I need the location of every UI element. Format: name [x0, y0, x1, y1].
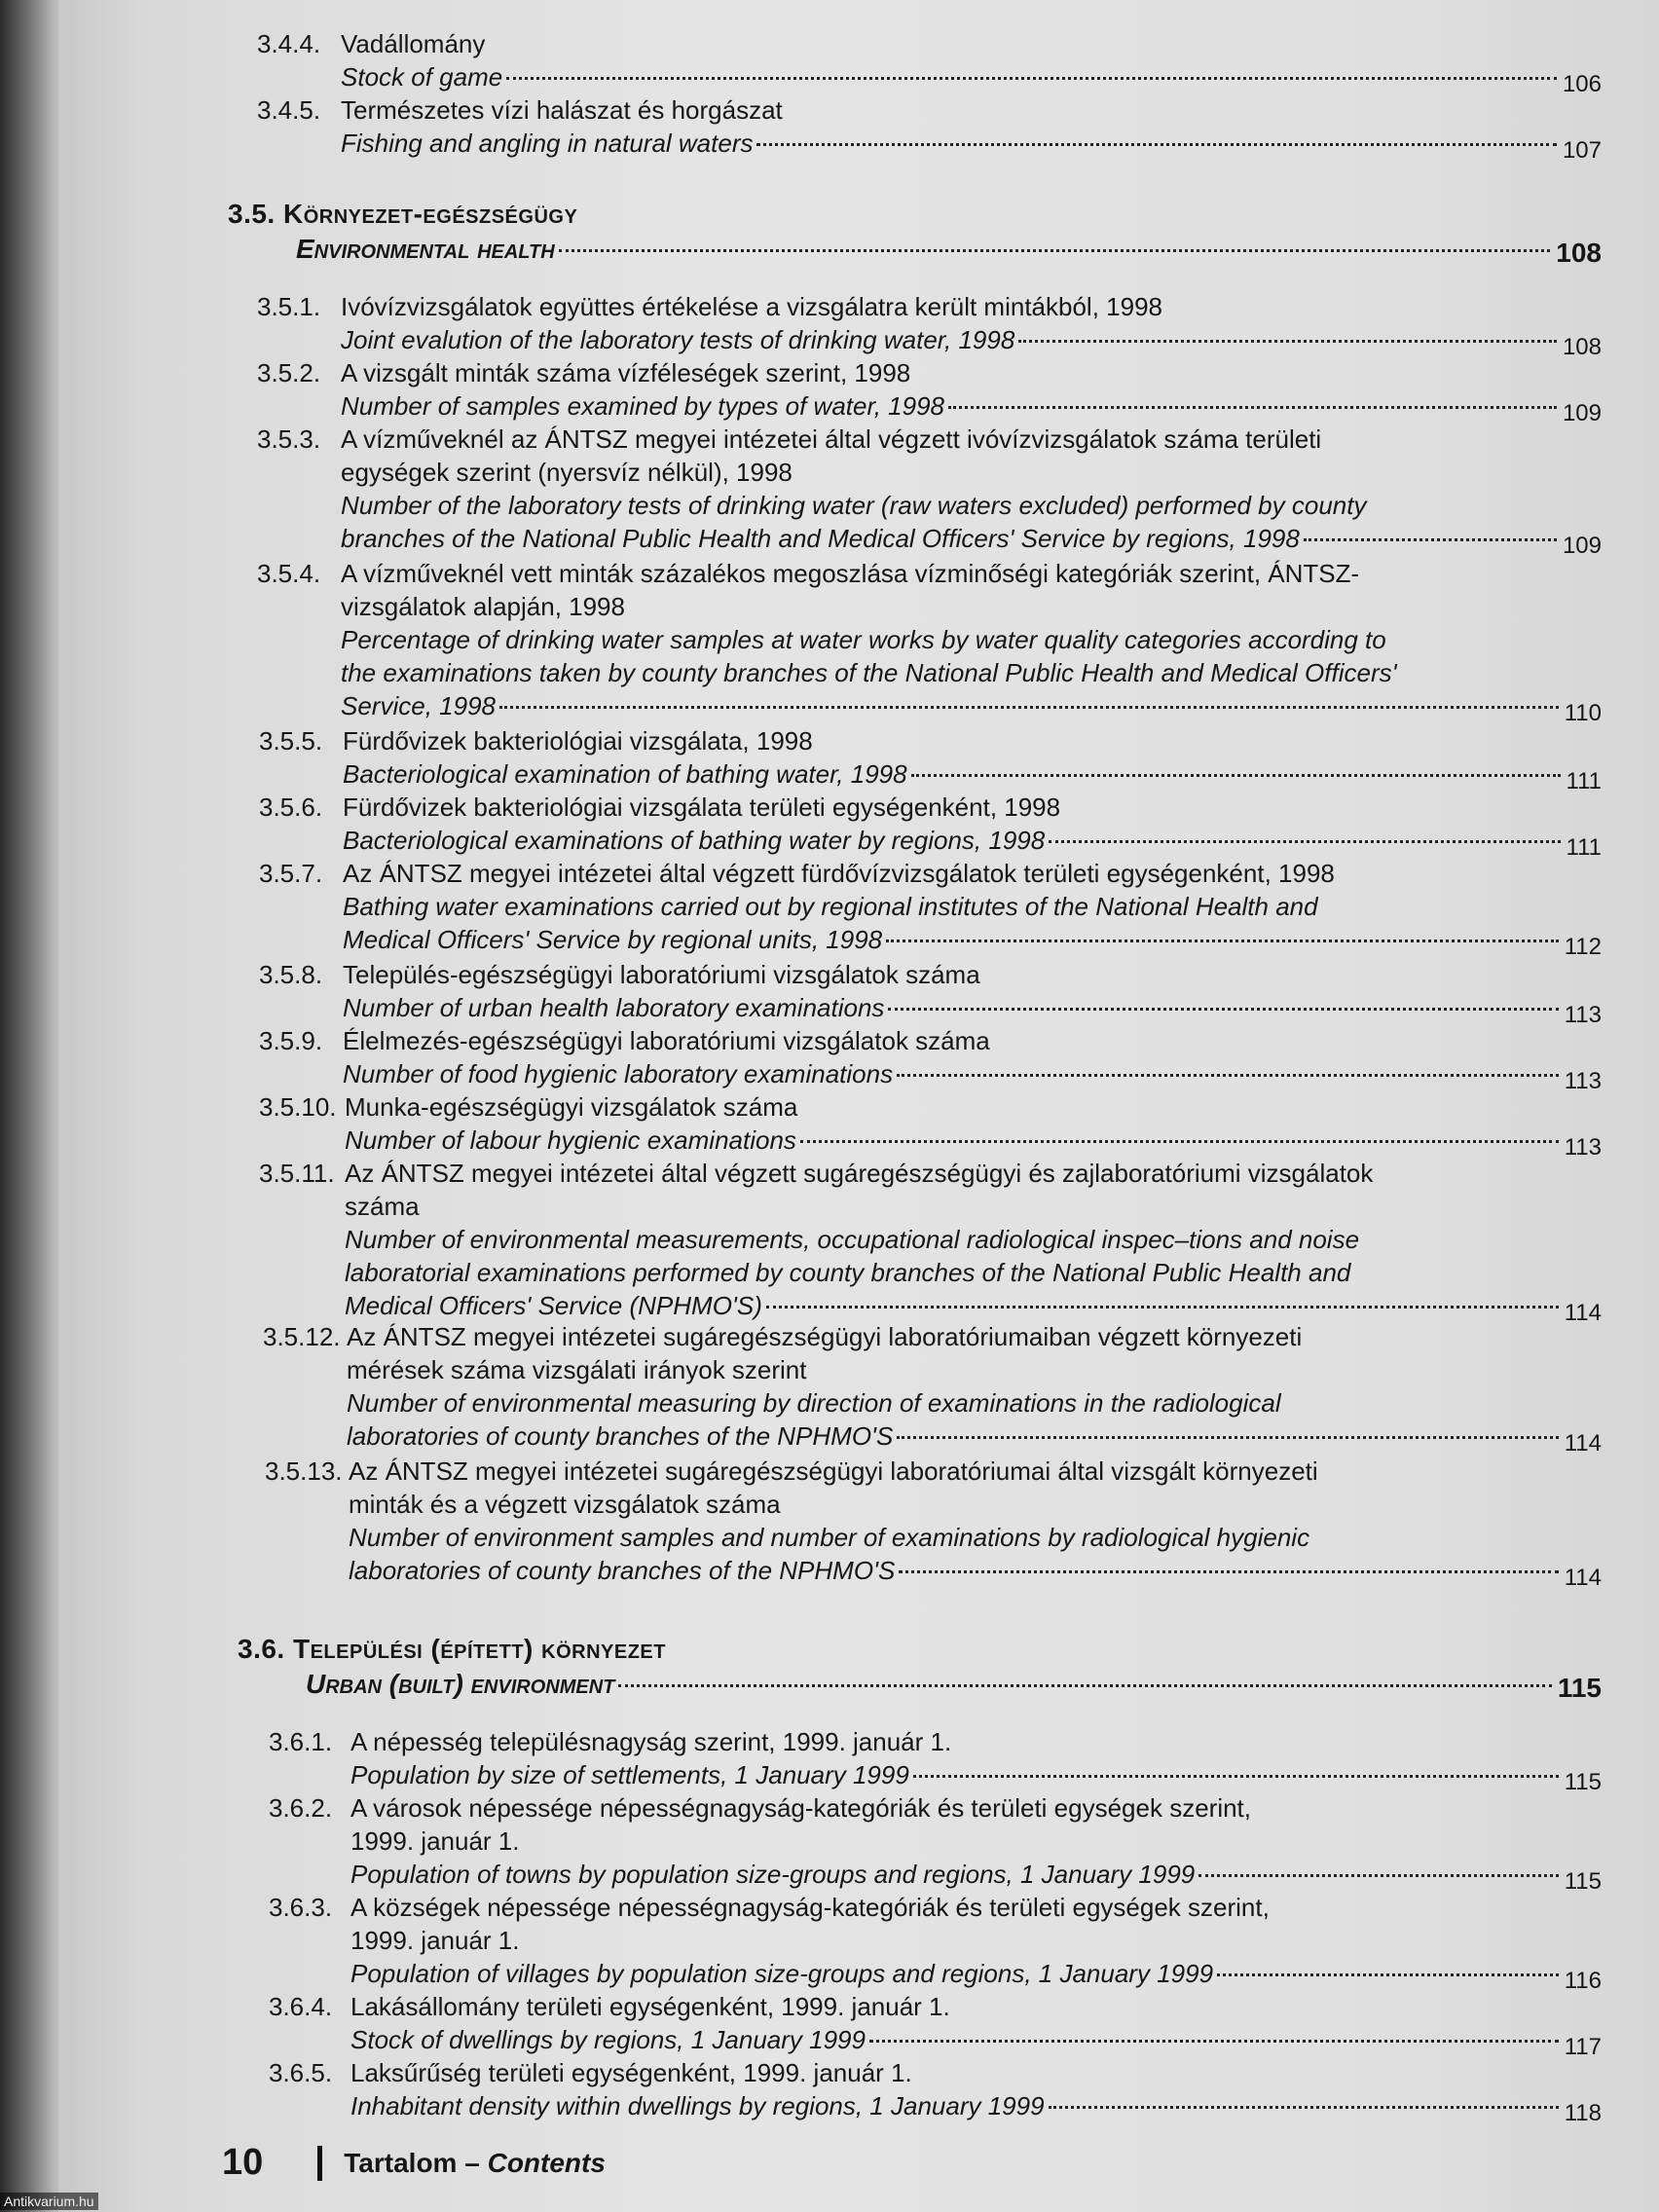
dot-leader: [911, 774, 1561, 777]
entry-title-hu: Az ÁNTSZ megyei intézetei által végzett fürdővízvizsgálatok területi egységenként, 1998: [343, 859, 1335, 888]
toc-entry: [259, 958, 1602, 1026]
entry-page-number: 114: [1564, 1430, 1602, 1456]
entry-leader-line: [350, 2089, 1602, 2124]
entry-title-en: Medical Officers' Service by regional units, 1998: [343, 925, 883, 954]
dot-leader: [506, 77, 1557, 80]
entry-page-number: 116: [1564, 1968, 1602, 1994]
toc-entry: [257, 356, 1602, 424]
entry-leader-line: [343, 923, 1602, 958]
toc-entry: [257, 27, 1602, 95]
entry-title-hu: A népesség településnagyság szerint, 1999. január 1.: [350, 1727, 952, 1756]
entry-body: [341, 557, 1602, 724]
entry-title-en: Medical Officers' Service (NPHMO'S): [345, 1291, 762, 1320]
entry-number: 3.6.1.: [269, 1727, 333, 1756]
dot-leader: [1018, 340, 1557, 343]
entry-number: 3.6.5.: [269, 2058, 333, 2087]
entry-body: [345, 1157, 1602, 1324]
footer-label: [344, 2148, 606, 2179]
dot-leader: [756, 143, 1556, 146]
entry-number: 3.5.4.: [257, 559, 321, 588]
watermark: Antikvarium.hu: [0, 2193, 98, 2210]
footer-divider: [317, 2146, 322, 2181]
toc-entry: [259, 1157, 1602, 1324]
entry-number: 3.5.2.: [257, 358, 321, 387]
dot-leader: [766, 1306, 1559, 1309]
entry-title-hu: Laksűrűség területi egységenként, 1999. január 1.: [350, 2058, 912, 2087]
toc-entry: [259, 1024, 1602, 1092]
section-heading-en: Urban (built) environment: [306, 1669, 615, 1699]
entry-body: [341, 423, 1602, 557]
toc-entry: [257, 557, 1602, 724]
page-number: 10: [222, 2142, 264, 2183]
toc-entry: [257, 93, 1602, 162]
document-page: [58, 0, 1659, 2212]
toc-entry: [263, 1320, 1602, 1455]
section-page-number: 115: [1557, 1673, 1602, 1703]
entry-number: 3.5.10.: [259, 1092, 337, 1122]
entry-body: [350, 1725, 1602, 1793]
entry-page-number: 118: [1564, 2100, 1602, 2126]
section-3-6: [238, 1632, 1602, 1702]
entry-title-hu: Település-egészségügyi laboratóriumi vizsgálatok száma: [343, 960, 980, 989]
entry-leader-line: [350, 1858, 1602, 1893]
entry-leader-line: [350, 2023, 1602, 2058]
entry-title-hu: Az ÁNTSZ megyei intézetei sugáregészségügyi laboratóriumaiban végzett környezeti: [347, 1322, 1303, 1351]
entry-leader-line: [343, 757, 1602, 793]
entry-title-en: Fishing and angling in natural waters: [341, 129, 754, 158]
entry-body: [341, 93, 1602, 162]
entry-title-hu: Ivóvízvizsgálatok együttes értékelése a vizsgálatra került mintákból, 1998: [341, 292, 1162, 321]
toc-entry: [269, 2056, 1602, 2124]
entry-body: [341, 290, 1602, 358]
section-leader-line: [306, 1667, 1602, 1702]
toc-entry: [265, 1455, 1602, 1589]
entry-title-en: Stock of game: [341, 62, 503, 92]
entry-title-en: Joint evalution of the laboratory tests of drinking water, 1998: [341, 325, 1015, 354]
entry-title-hu: A városok népessége népességnagyság-kategóriák és területi egységek szerint,: [350, 1793, 1252, 1823]
dot-leader: [559, 249, 1551, 252]
dot-leader: [899, 1570, 1558, 1573]
entry-leader-line: [350, 1957, 1602, 1992]
footer-label-hu: Tartalom –: [344, 2147, 488, 2178]
toc-entry: [259, 857, 1602, 958]
entry-title-hu: 1999. január 1.: [350, 1826, 520, 1856]
entry-page-number: 112: [1564, 934, 1602, 960]
toc-entry: [269, 1990, 1602, 2058]
toc-entry: [269, 1791, 1602, 1893]
entry-number: 3.6.3.: [269, 1893, 333, 1922]
entry-body: [341, 27, 1602, 95]
dot-leader: [869, 2040, 1559, 2043]
entry-page-number: 114: [1564, 1565, 1602, 1591]
entry-number: 3.5.11.: [259, 1159, 335, 1188]
entry-leader-line: [341, 127, 1602, 162]
entry-title-en: Population of villages by population size-groups and regions, 1 January 1999: [350, 1959, 1214, 1988]
entry-body: [350, 1990, 1602, 2058]
entry-number: 3.6.4.: [269, 1992, 333, 2021]
entry-title-en: laboratories of county branches of the NPHMO'S: [349, 1556, 896, 1585]
entry-page-number: 113: [1564, 1134, 1602, 1161]
entry-body: [349, 1455, 1602, 1589]
toc-entry: [269, 1725, 1602, 1793]
entry-number: 3.5.6.: [259, 793, 323, 822]
entry-page-number: 109: [1562, 400, 1602, 426]
entry-leader-line: [341, 522, 1602, 557]
dot-leader: [618, 1684, 1551, 1687]
entry-title-en: Number of food hygienic laboratory examinations: [343, 1059, 894, 1088]
entry-body: [347, 1320, 1602, 1455]
entry-title-en: Number of environment samples and number of examinations by radiological hygienic: [349, 1523, 1310, 1552]
entry-number: 3.5.5.: [259, 726, 323, 756]
entry-leader-line: [341, 689, 1602, 724]
entry-title-en: Bacteriological examinations of bathing water by regions, 1998: [343, 826, 1046, 855]
entry-title-hu: Fürdővizek bakteriológiai vizsgálata, 1998: [343, 726, 813, 756]
entry-title-en: Service, 1998: [341, 691, 496, 720]
entry-body: [350, 2056, 1602, 2124]
entry-title-en: Population by size of settlements, 1 January 1999: [350, 1760, 909, 1789]
toc-entry: [259, 791, 1602, 859]
page-footer: [222, 2142, 606, 2184]
entry-number: 3.5.9.: [259, 1026, 323, 1055]
entry-title-hu: száma: [345, 1192, 420, 1221]
entry-title-hu: Vadállomány: [341, 29, 486, 58]
entry-title-hu: egységek szerint (nyersvíz nélkül), 1998: [341, 458, 793, 487]
entry-title-en: Number of samples examined by types of water, 1998: [341, 391, 944, 421]
entry-title-hu: 1999. január 1.: [350, 1926, 520, 1955]
section-heading-hu: 3.6. Települési (épített) környezet: [238, 1634, 666, 1664]
entry-page-number: 110: [1564, 700, 1602, 726]
entry-title-en: Population of towns by population size-groups and regions, 1 January 1999: [350, 1860, 1196, 1889]
entry-page-number: 111: [1566, 834, 1602, 861]
entry-body: [343, 791, 1602, 859]
entry-title-hu: A vízműveknél vett minták százalékos megoszlása vízminőségi kategóriák szerint, ÁNTSZ-: [341, 559, 1360, 588]
section-heading-hu: 3.5. Környezet-egészségügy: [228, 199, 578, 229]
entry-page-number: 107: [1562, 137, 1602, 164]
entry-body: [343, 1024, 1602, 1092]
entry-number: 3.4.5.: [257, 95, 321, 125]
dot-leader: [1198, 1874, 1558, 1877]
dot-leader: [800, 1140, 1559, 1143]
entry-title-en: Stock of dwellings by regions, 1 January 1999: [350, 2025, 866, 2054]
entry-leader-line: [349, 1554, 1602, 1589]
entry-leader-line: [341, 323, 1602, 358]
entry-title-en: Number of urban health laboratory examinations: [343, 993, 885, 1022]
section-page-number: 108: [1556, 238, 1602, 268]
entry-number: 3.5.1.: [257, 292, 321, 321]
entry-number: 3.4.4.: [257, 29, 321, 58]
entry-page-number: 115: [1564, 1769, 1602, 1795]
entry-title-en: the examinations taken by county branches of the National Public Health and Medical Officers': [341, 658, 1397, 687]
section-leader-line: [296, 232, 1602, 267]
entry-title-hu: Lakásállomány területi egységenként, 1999. január 1.: [350, 1992, 950, 2021]
toc-entry: [257, 290, 1602, 358]
footer-label-en: Contents: [487, 2147, 606, 2178]
entry-leader-line: [347, 1419, 1602, 1455]
dot-leader: [499, 706, 1559, 709]
entry-title-hu: vizsgálatok alapján, 1998: [341, 592, 625, 621]
entry-body: [343, 958, 1602, 1026]
entry-title-en: laboratories of county branches of the NPHMO'S: [347, 1421, 894, 1451]
entry-title-en: Number of the laboratory tests of drinking water (raw waters excluded) performed by county: [341, 491, 1367, 520]
entry-leader-line: [343, 1057, 1602, 1092]
entry-body: [345, 1090, 1602, 1159]
entry-page-number: 117: [1564, 2034, 1602, 2060]
dot-leader: [913, 1775, 1559, 1778]
section-heading-en: Environmental health: [296, 234, 555, 264]
entry-page-number: 106: [1562, 71, 1602, 97]
entry-title-hu: A vizsgált minták száma vízféleségek szerint, 1998: [341, 358, 911, 387]
entry-title-en: laboratorial examinations performed by county branches of the National Public Health and: [345, 1258, 1351, 1287]
entry-title-en: Bacteriological examination of bathing water, 1998: [343, 759, 907, 789]
entry-title-en: Inhabitant density within dwellings by regions, 1 January 1999: [350, 2091, 1045, 2120]
entry-leader-line: [341, 60, 1602, 95]
entry-body: [350, 1791, 1602, 1893]
dot-leader: [1049, 2106, 1559, 2109]
toc-entry: [259, 1090, 1602, 1159]
toc-entry: [257, 423, 1602, 557]
entry-number: 3.5.12.: [263, 1322, 341, 1351]
entry-leader-line: [341, 389, 1602, 424]
entry-page-number: 113: [1564, 1002, 1602, 1028]
entry-title-en: branches of the National Public Health and Medical Officers' Service by regions, 1998: [341, 524, 1300, 553]
entry-page-number: 115: [1564, 1868, 1602, 1895]
entry-title-hu: Az ÁNTSZ megyei intézetei sugáregészségügyi laboratóriumai által vizsgált környezeti: [349, 1456, 1318, 1486]
entry-number: 3.5.13.: [265, 1456, 343, 1486]
entry-page-number: 108: [1562, 334, 1602, 360]
entry-title-hu: Munka-egészségügyi vizsgálatok száma: [345, 1092, 798, 1122]
entry-number: 3.6.2.: [269, 1793, 333, 1823]
entry-body: [343, 724, 1602, 793]
entry-page-number: 113: [1564, 1068, 1602, 1094]
dot-leader: [897, 1436, 1558, 1439]
entry-body: [341, 356, 1602, 424]
toc-entry: [269, 1891, 1602, 1992]
entry-leader-line: [343, 991, 1602, 1026]
entry-body: [343, 857, 1602, 958]
entry-title-en: Number of environmental measuring by direction of examinations in the radiological: [347, 1388, 1281, 1418]
entry-leader-line: [343, 824, 1602, 859]
entry-title-en: Bathing water examinations carried out by regional institutes of the National Health and: [343, 892, 1318, 921]
entry-number: 3.5.3.: [257, 424, 321, 454]
dot-leader: [948, 406, 1557, 409]
entry-page-number: 109: [1562, 533, 1602, 559]
dot-leader: [888, 1008, 1558, 1011]
entry-leader-line: [345, 1124, 1602, 1159]
entry-title-hu: Természetes vízi halászat és horgászat: [341, 95, 783, 125]
dot-leader: [897, 1074, 1559, 1077]
entry-number: 3.5.7.: [259, 859, 323, 888]
entry-leader-line: [345, 1289, 1602, 1324]
entry-number: 3.5.8.: [259, 960, 323, 989]
toc-entry: [259, 724, 1602, 793]
section-3-5: [228, 197, 1602, 267]
dot-leader: [886, 940, 1559, 942]
dot-leader: [1049, 840, 1560, 843]
dot-leader: [1217, 1973, 1559, 1976]
entry-page-number: 114: [1564, 1300, 1602, 1326]
entry-title-hu: A vízműveknél az ÁNTSZ megyei intézetei által végzett ivóvízvizsgálatok száma területi: [341, 424, 1322, 454]
entry-title-hu: mérések száma vizsgálati irányok szerint: [347, 1355, 807, 1384]
entry-title-hu: minták és a végzett vizsgálatok száma: [349, 1490, 781, 1519]
entry-title-hu: Fürdővizek bakteriológiai vizsgálata területi egységenként, 1998: [343, 793, 1061, 822]
entry-title-hu: Az ÁNTSZ megyei intézetei által végzett sugáregészségügyi és zajlaboratóriumi vizsgálatok: [345, 1159, 1374, 1188]
entry-body: [350, 1891, 1602, 1992]
entry-title-en: Number of labour hygienic examinations: [345, 1125, 796, 1155]
entry-leader-line: [350, 1758, 1602, 1793]
entry-page-number: 111: [1566, 768, 1602, 794]
entry-title-hu: A községek népessége népességnagyság-kategóriák és területi egységek szerint,: [350, 1893, 1270, 1922]
entry-title-en: Number of environmental measurements, occupational radiological inspec–tions and noise: [345, 1225, 1360, 1254]
entry-title-hu: Élelmezés-egészségügyi laboratóriumi vizsgálatok száma: [343, 1026, 990, 1055]
entry-title-en: Percentage of drinking water samples at water works by water quality categories according to: [341, 625, 1386, 654]
dot-leader: [1304, 538, 1557, 541]
